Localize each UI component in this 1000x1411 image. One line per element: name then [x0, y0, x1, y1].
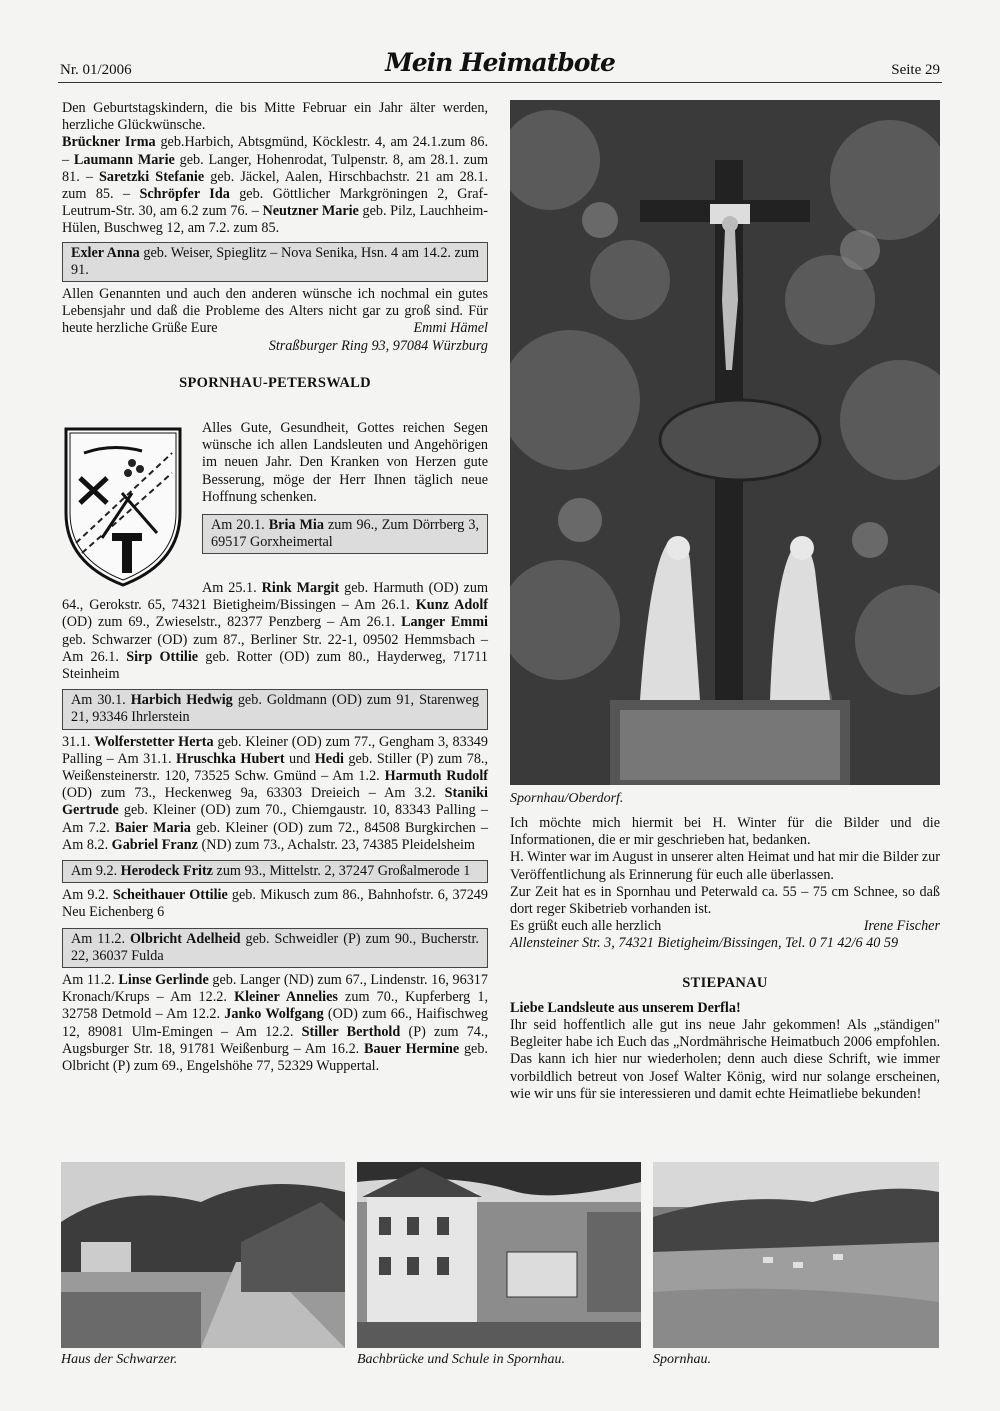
entry-text: Am 25.1.	[202, 580, 262, 596]
entry-text: geb. Rotter (OD) zum 80., Hayderweg, 71711 Steinheim	[62, 648, 488, 683]
person-name: Linse Gerlinde	[118, 972, 209, 989]
highlight-box-3	[62, 689, 488, 729]
photo-caption-crucifix: Spornhau/Oberdorf.	[510, 791, 624, 806]
highlight-box-2	[202, 514, 488, 554]
highlight-box-5	[62, 928, 488, 968]
photo-spornhau-landscape	[653, 1162, 939, 1348]
entry-text: geb. Pilz, Lauchheim-Hülen, Buschweg 12, am 7.2. zum 85.	[62, 203, 488, 237]
entry-text: geb. Weiser, Spieglitz – Nova Senika, Hsn. 4 am 14.2. zum 91.	[71, 244, 479, 278]
person-name: Hruschka Hubert	[176, 750, 285, 767]
person-name: Olbricht Adelheid	[130, 930, 241, 947]
caption-landscape: Spornhau.	[653, 1352, 711, 1367]
person-name: Laumann Marie	[73, 151, 175, 168]
masthead-title: Mein Heimatbote	[385, 48, 615, 77]
entry-text: (OD) zum 66., Haifischweg 12, 89081 Ulm-Emingen – Am 12.2.	[62, 1006, 488, 1040]
person-name: Brückner Irma	[62, 134, 156, 151]
entry-text: Am 11.2.	[71, 930, 130, 947]
person-name: Langer Emmi	[401, 614, 489, 631]
entry-text: geb. Schweidler (P) zum 90., Bucherstr. 22, 36037 Fulda	[71, 930, 479, 964]
right-column-text	[510, 815, 940, 1103]
person-name: Schröpfer Ida	[139, 186, 230, 203]
person-name: Herodeck Fritz	[120, 863, 213, 880]
highlight-box-4	[62, 860, 488, 883]
page-number: Seite 29	[891, 62, 940, 78]
entry-text: Am 9.2.	[71, 863, 121, 880]
spornhau-intro-text: Alles Gute, Gesundheit, Gottes reichen Segen wünsche ich allen Landsleuten und Angehörigen im neuen Jahr. Den Kranken von Herzen gute Besserung, möge der Herr Ihnen täglich neue Hoffnung schenken.	[202, 420, 488, 505]
entry-text: geb. Kleiner (OD) zum 72., 84508 Burgkirchen – Am 8.2.	[62, 819, 489, 853]
person-name: Hedi	[314, 750, 344, 767]
entry-text: Am 9.2.	[62, 887, 113, 904]
header-rule	[58, 82, 942, 83]
entry-text: zum 93., Mittelstr. 2, 37247 Großalmerode 1	[212, 863, 471, 880]
person-name: Wolferstetter Herta	[94, 733, 214, 750]
entry-text: geb.Harbich, Abtsgmünd, Köcklestr. 4, am 24.1.zum 86. –	[62, 134, 489, 168]
entry-text: geb. Harmuth (OD) zum 64., Gerokstr. 65, 74321 Bietigheim/Bissingen – Am 26.1.	[62, 580, 488, 614]
entry-text: geb. Langer (ND) zum 67., Lindenstr. 16, 96317 Kronach/Krups – Am 12.2.	[62, 972, 488, 1006]
person-name: Harbich Hedwig	[130, 692, 233, 709]
entry-text: geb. Kleiner (OD) zum 77., Gengham 3, 83349 Palling – Am 31.1.	[62, 733, 488, 767]
entry-text: Am 20.1.	[211, 517, 269, 534]
spornhau-intro	[202, 420, 488, 558]
stiepanau-text: Ihr seid hoffentlich alle gut ins neue Jahr gekommen! Als „ständigen" Begleiter habe ich Euch das „Nordmährische Heimatbuch 2006 empfohlen. Das kann ich hier nur wiederholen; denn auch diese Schrift, wie immer vorbildlich betreut von Josef Walter König, wird nur solange erscheinen, wie wir uns für sie interessieren und damit echte Heimatliebe bekunden!	[510, 1017, 940, 1102]
person-name: Janko Wolfgang	[224, 1006, 324, 1023]
snow-text: Zur Zeit hat es in Spornhau und Peterwald ca. 55 – 75 cm Schnee, so daß dort reger Skibetrieb vorhanden ist.	[510, 883, 940, 918]
entry-text: (OD) zum 73., Heckenweg 9a, 63303 Dreieich – Am 3.2.	[62, 785, 445, 802]
birthday-list-1	[62, 134, 488, 237]
person-name: Exler Anna	[71, 244, 140, 261]
person-name: Harmuth Rudolf	[384, 768, 488, 785]
person-name: Bauer Hermine	[364, 1040, 460, 1057]
intro-text: Den Geburtstagskindern, die bis Mitte Februar ein Jahr älter werden, herzliche Glückwünsche.	[62, 100, 488, 134]
person-name: Sirp Ottilie	[126, 648, 199, 665]
coat-of-arms-emblem	[62, 423, 184, 588]
birthday-list-5	[62, 972, 488, 1075]
person-name: Neutzner Marie	[262, 203, 359, 220]
person-name: Scheithauer Ottilie	[112, 887, 228, 904]
entry-text: geb. Kleiner (OD) zum 70., Chiemgaustr. 10, 83343 Palling – Am 7.2.	[62, 802, 488, 836]
greeting-line: Es grüßt euch alle herzlich Irene Fischer	[510, 918, 940, 935]
greeting-text: Allen Genannten und auch den anderen wünsche ich nochmal ein gutes Lebensjahr und daß die Probleme des Alters nicht gar zu groß sind. Für heute herzliche Grüße Eure Emmi Hämel	[62, 286, 488, 337]
caption-house: Haus der Schwarzer.	[61, 1352, 178, 1367]
entry-text: 31.1.	[62, 733, 95, 750]
person-name: Kleiner Annelies	[234, 989, 338, 1006]
photo-house-schwarzer	[61, 1162, 345, 1348]
signature-address: Straßburger Ring 93, 97084 Würzburg	[268, 337, 488, 354]
entry-text: geb. Schwarzer (OD) zum 87., Berliner Str. 22-1, 09502 Hemmsbach – Am 26.1.	[62, 631, 488, 665]
entry-text: geb. Jäckel, Aalen, Hirschbachstr. 21 am 28.1. zum 85. –	[62, 168, 488, 203]
entry-text: (ND) zum 73., Achalstr. 23, 74385 Pleidelsheim	[197, 836, 475, 853]
photo-school-bridge	[357, 1162, 641, 1348]
entry-text: (OD) zum 69., Zwieselstr., 82377 Penzberg – Am 26.1.	[62, 614, 402, 631]
birthday-list-2	[62, 580, 488, 683]
person-name: Saretzki Stefanie	[99, 168, 205, 185]
highlight-box-1	[62, 242, 488, 282]
entry-text: Am 11.2.	[62, 972, 119, 989]
signature-name: Emmi Hämel	[413, 320, 488, 337]
person-name: Bria Mia	[268, 517, 324, 534]
person-name: Kunz Adolf	[415, 597, 488, 614]
person-name: Baier Maria	[115, 819, 191, 836]
section-heading-spornhau: SPORNHAU-PETERSWALD	[179, 374, 371, 391]
person-name: Stiller Berthold	[301, 1023, 401, 1040]
entry-text: zum 96., Zum Dörrberg 3, 69517 Gorxheimertal	[211, 517, 479, 551]
visit-text: H. Winter war im August in unserer alten Heimat und hat mir die Bilder zur Veröffentlichung als Erinnerung für euch alle überlassen.	[510, 849, 940, 883]
entry-text: geb. Mikusch zum 86., Bahnhofstr. 6, 37249 Neu Eichenberg 6	[62, 887, 488, 921]
left-column-bottom	[62, 580, 488, 1075]
section-heading-stiepanau: STIEPANAU	[682, 974, 768, 991]
person-name: Rink Margit	[261, 580, 340, 596]
entry-text: Am 30.1.	[71, 692, 131, 709]
greeting-name: Irene Fischer	[863, 918, 940, 935]
entry-text: geb. Stiller (P) zum 78., Weißensteinerstr. 120, 73525 Schw. Gmünd – Am 1.2.	[62, 750, 489, 785]
birthday-list-3	[62, 734, 488, 854]
entry-text: geb. Goldmann (OD) zum 91, Starenweg 21, 93346 Ihrlerstein	[71, 692, 480, 726]
person-name: Gabriel Franz	[111, 836, 198, 853]
entry-text: zum 70., Kupferberg 1, 32758 Detmold – Am 12.2.	[62, 989, 489, 1023]
left-column-top	[62, 100, 488, 392]
person-name: Staniki Gertrude	[62, 785, 488, 819]
issue-number: Nr. 01/2006	[60, 62, 132, 78]
greeting-address: Allensteiner Str. 3, 74321 Bietigheim/Bissingen, Tel. 0 71 42/6 40 59	[510, 935, 899, 952]
thanks-text: Ich möchte mich hiermit bei H. Winter für die Bilder und die Informationen, die er mir geschrieben hat, bedanken.	[510, 815, 940, 849]
stiepanau-subheading: Liebe Landsleute aus unserem Derfla!	[510, 999, 741, 1016]
entry-text: geb. Olbricht (P) zum 69., Engelshöhe 77, 52329 Wuppertal.	[62, 1040, 488, 1075]
crucifix-photo	[510, 100, 940, 785]
entry-text: geb. Langer, Hohenrodat, Tulpenstr. 8, am 28.1. zum 81. –	[62, 151, 488, 185]
entry-text: geb. Göttlicher Markgröningen 2, Graf-Leutrum-Str. 30, am 6.2 zum 76. –	[62, 186, 488, 220]
birthday-list-4	[62, 887, 488, 921]
entry-text: und	[284, 750, 315, 767]
caption-school: Bachbrücke und Schule in Spornhau.	[357, 1352, 566, 1367]
entry-text: (P) zum 74., Augsburger Str. 18, 91781 Weißenburg – Am 16.2.	[62, 1023, 488, 1057]
